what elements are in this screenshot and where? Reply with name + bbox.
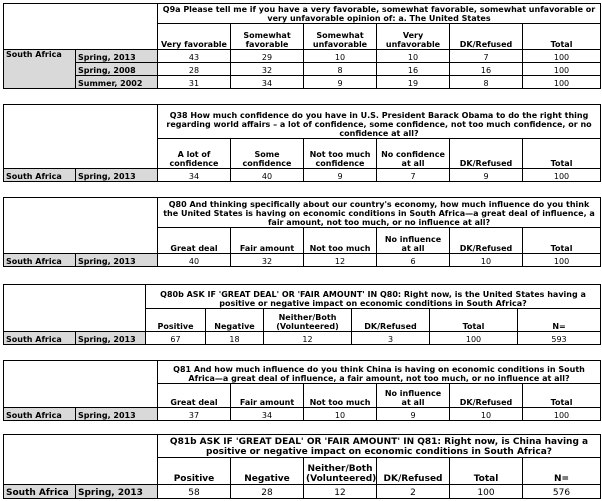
cell-value: 10	[377, 50, 450, 63]
column-header: A lot of confidence	[158, 139, 231, 169]
column-header: Great deal	[158, 384, 231, 408]
cell-value: 18	[206, 332, 264, 345]
table-row	[4, 254, 601, 267]
cell-value: 34	[158, 169, 231, 182]
cell-value: 12	[304, 254, 377, 267]
column-header: DK/Refused	[352, 309, 430, 332]
column-header: No confidence at all	[377, 139, 450, 169]
cell-value: 31	[158, 76, 231, 89]
cell-value: 9	[304, 76, 377, 89]
country-label: South Africa	[4, 332, 76, 345]
cell-value: 100	[523, 254, 601, 267]
column-header: Total	[450, 458, 523, 485]
column-header: Neither/Both (Volunteered)	[304, 458, 377, 485]
cell-value: 16	[377, 63, 450, 76]
cell-value: 58	[158, 485, 231, 499]
cell-value: 3	[352, 332, 430, 345]
column-header: No influence at all	[377, 228, 450, 254]
table-row	[4, 50, 601, 63]
question-text: Q80 And thinking specifically about our country's economy, how much influence do you think the United States is having on economic conditions in South Africa—a great deal of influence, a fair amount, not too much, or no influence at all?	[158, 198, 601, 228]
wave-label: Spring, 2013	[76, 50, 158, 63]
column-header: Somewhat unfavorable	[304, 24, 377, 50]
cell-value: 10	[450, 408, 523, 421]
cell-value: 100	[450, 485, 523, 499]
column-header: Negative	[231, 458, 304, 485]
table-q9a	[3, 3, 601, 89]
table-q80b	[3, 284, 601, 345]
cell-value: 29	[231, 50, 304, 63]
column-header: Not too much confidence	[304, 139, 377, 169]
cell-value: 16	[450, 63, 523, 76]
column-header: Some confidence	[231, 139, 304, 169]
column-header: Total	[523, 24, 601, 50]
cell-value: 576	[523, 485, 601, 499]
cell-value: 37	[158, 408, 231, 421]
question-text: Q81 And how much influence do you think China is having on economic conditions in South Africa—a great deal of influence, a fair amount, not too much, or no influence at all?	[158, 361, 601, 384]
cell-value: 34	[231, 76, 304, 89]
column-header: Very unfavorable	[377, 24, 450, 50]
column-header: Total	[523, 139, 601, 169]
cell-value: 100	[523, 169, 601, 182]
column-header: Total	[523, 384, 601, 408]
table-q80	[3, 197, 601, 267]
column-header: Total	[430, 309, 518, 332]
table-row	[4, 332, 601, 345]
table-row	[4, 408, 601, 421]
wave-label: Spring, 2013	[76, 332, 146, 345]
column-header: No influence at all	[377, 384, 450, 408]
column-header: Neither/Both (Volunteered)	[264, 309, 352, 332]
column-header: DK/Refused	[450, 139, 523, 169]
cell-value: 10	[304, 50, 377, 63]
cell-value: 100	[523, 76, 601, 89]
column-header: N=	[523, 458, 601, 485]
cell-value: 9	[377, 408, 450, 421]
question-text: Q81b ASK IF 'GREAT DEAL' OR 'FAIR AMOUNT' IN Q81: Right now, is China having a positive or negative impact on economic conditions in South Africa?	[158, 435, 601, 458]
wave-label: Spring, 2008	[76, 63, 158, 76]
cell-value: 10	[450, 254, 523, 267]
wave-label: Summer, 2002	[76, 76, 158, 89]
country-label: South Africa	[4, 169, 76, 182]
column-header: Positive	[158, 458, 231, 485]
column-header: Positive	[146, 309, 206, 332]
question-text: Q80b ASK IF 'GREAT DEAL' OR 'FAIR AMOUNT' IN Q80: Right now, is the United States having a positive or negative impact on economic conditions in South Africa?	[146, 285, 601, 309]
column-header: Not too much	[304, 228, 377, 254]
column-header: DK/Refused	[450, 24, 523, 50]
country-label: South Africa	[4, 485, 76, 499]
table-corner	[4, 361, 158, 408]
column-header: Fair amount	[231, 384, 304, 408]
column-header: Negative	[206, 309, 264, 332]
column-header: DK/Refused	[377, 458, 450, 485]
column-header: DK/Refused	[450, 228, 523, 254]
table-row	[4, 63, 601, 76]
cell-value: 28	[158, 63, 231, 76]
table-corner	[4, 105, 158, 169]
cell-value: 10	[304, 408, 377, 421]
cell-value: 8	[304, 63, 377, 76]
table-corner	[4, 435, 158, 485]
table-row	[4, 76, 601, 89]
table-q81b	[3, 434, 601, 499]
cell-value: 8	[450, 76, 523, 89]
cell-value: 7	[450, 50, 523, 63]
cell-value: 12	[264, 332, 352, 345]
wave-label: Spring, 2013	[76, 485, 158, 499]
column-header: Not too much	[304, 384, 377, 408]
wave-label: Spring, 2013	[76, 254, 158, 267]
column-header: Very favorable	[158, 24, 231, 50]
wave-label: Spring, 2013	[76, 169, 158, 182]
cell-value: 28	[231, 485, 304, 499]
table-row	[4, 169, 601, 182]
country-label: South Africa	[4, 50, 76, 89]
cell-value: 100	[523, 50, 601, 63]
column-header: Total	[523, 228, 601, 254]
column-header: Great deal	[158, 228, 231, 254]
table-q38	[3, 104, 601, 182]
country-label: South Africa	[4, 254, 76, 267]
cell-value: 9	[450, 169, 523, 182]
cell-value: 40	[158, 254, 231, 267]
country-label: South Africa	[4, 408, 76, 421]
cell-value: 32	[231, 254, 304, 267]
cell-value: 6	[377, 254, 450, 267]
cell-value: 100	[523, 63, 601, 76]
cell-value: 12	[304, 485, 377, 499]
column-header: N=	[518, 309, 601, 332]
table-corner	[4, 4, 158, 50]
table-q81	[3, 360, 601, 421]
table-corner	[4, 285, 146, 332]
cell-value: 40	[231, 169, 304, 182]
cell-value: 2	[377, 485, 450, 499]
question-text: Q38 How much confidence do you have in U.S. President Barack Obama to do the right thing regarding world affairs – a lot of confidence, some confidence, not too much confidence, or no confidence at all?	[158, 105, 601, 139]
column-header: DK/Refused	[450, 384, 523, 408]
cell-value: 34	[231, 408, 304, 421]
cell-value: 9	[304, 169, 377, 182]
cell-value: 593	[518, 332, 601, 345]
question-text: Q9a Please tell me if you have a very favorable, somewhat favorable, somewhat unfavorable or very unfavorable opinion of: a. The United States	[158, 4, 601, 24]
cell-value: 32	[231, 63, 304, 76]
column-header: Somewhat favorable	[231, 24, 304, 50]
table-corner	[4, 198, 158, 254]
cell-value: 100	[523, 408, 601, 421]
cell-value: 43	[158, 50, 231, 63]
cell-value: 7	[377, 169, 450, 182]
cell-value: 100	[430, 332, 518, 345]
column-header: Fair amount	[231, 228, 304, 254]
wave-label: Spring, 2013	[76, 408, 158, 421]
table-row	[4, 485, 601, 499]
cell-value: 67	[146, 332, 206, 345]
cell-value: 19	[377, 76, 450, 89]
